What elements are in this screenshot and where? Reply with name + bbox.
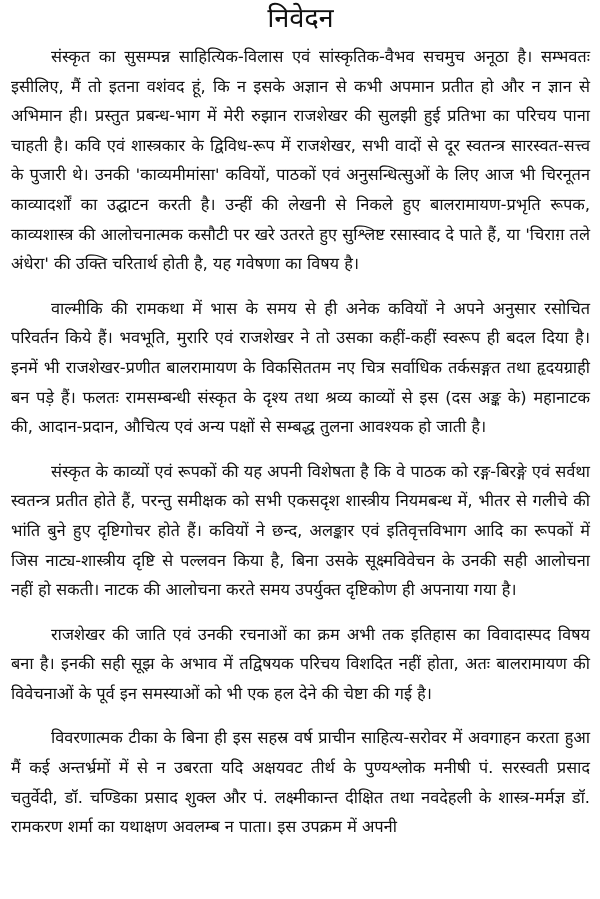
page-title: निवेदन (267, 3, 334, 34)
paragraph-3: संस्कृत के काव्यों एवं रूपकों की यह अपनी विशेषता है कि वे पाठक को रङ्ग-बिरङ्गे एवं सर्वथा स्वतन्त्र प्रतीत होते हैं, परन्तु समीक्षक को सभी एकसदृश शास्त्रीय नियमबन्ध में, भीतर से गलीचे की भांति बुने हुए दृष्टिगोचर होते हैं। कवियों ने छन्द, अलङ्कार एवं इतिवृत्तविभाग आदि का रूपकों में जिस नाट्य-शास्त्रीय दृष्टि से पल्लवन किया है, बिना उसके सूक्ष्मविवेचन के उनकी सही आलोचना नहीं हो सकती। नाटक की आलोचना करते समय उपर्युक्त दृष्टिकोण ही अपनाया गया है। (11, 461, 590, 600)
paragraph-1: संस्कृत का सुसम्पन्न साहित्यिक-विलास एवं सांस्कृतिक-वैभव सचमुच अनूठा है। सम्भवतः इसीलिए, मैं तो इतना वशंवद हूं, कि न इसके अज्ञान से कभी अपमान प्रतीत हो और न ज्ञान से अभिमान ही। प्रस्तुत प्रबन्ध-भाग में मेरी रुझान राजशेखर की सुलझी हुई प्रतिभा का परिचय पाना चाहती है। कवि एवं शास्त्रकार के द्विविध-रूप में राजशेखर, सभी वादों से दूर स्वतन्त्र सारस्वत-सत्त्व के पुजारी थे। उनकी 'काव्यमीमांसा' कवियों, पाठकों एवं अनुसन्धित्सुओं के लिए आज भी चिरनूतन काव्यादर्शों का उद्घाटन करती है। उन्हीं की लेखनी से निकले हुए बालरामायण-प्रभृति रूपक, काव्यशास्त्र की आलोचनात्मक कसौटी पर खरे उतरते हुए सुश्लिष्ट रसास्वाद दे पाते हैं, या 'चिराग़ तले अंधेरा' की उक्ति चरितार्थ होती है, यह गवेषणा का विषय है। (11, 47, 590, 274)
paragraph-4: राजशेखर की जाति एवं उनकी रचनाओं का क्रम अभी तक इतिहास का विवादास्पद विषय बना है। इनकी सही सूझ के अभाव में तद्विषयक परिचय विशदित नहीं होता, अतः बालरामायण की विवेचनाओं के पूर्व इन समस्याओं को भी एक हल देने की चेष्टा की गई है। (11, 624, 590, 703)
paragraph-2: वाल्मीकि की रामकथा में भास के समय से ही अनेक कवियों ने अपने अनुसार रसोचित परिवर्तन किये हैं। भवभूति, मुरारि एवं राजशेखर ने तो उसका कहीं-कहीं स्वरूप ही बदल दिया है। इनमें भी राजशेखर-प्रणीत बालरामायण के विकसिततम नए चित्र सर्वाधिक तर्कसङ्गत तथा हृदयग्राही बन पड़े हैं। फलतः रामसम्बन्धी संस्कृत के दृश्य तथा श्रव्य काव्यों से इस (दस अङ्क के) महानाटक की, आदान-प्रदान, औचित्य एवं अन्य पक्षों से सम्बद्ध तुलना आवश्यक हो जाती है। (11, 298, 590, 437)
document-page (0, 2, 600, 899)
paragraph-5: विवरणात्मक टीका के बिना ही इस सहस्र वर्ष प्राचीन साहित्य-सरोवर में अवगाहन करता हुआ मैं कई अन्तर्भ्रमों में से न उबरता यदि अक्षयवट तीर्थ के पुण्यश्लोक मनीषी पं. सरस्वती प्रसाद चतुर्वेदी, डॉ. चण्डिका प्रसाद शुक्ल और पं. लक्ष्मीकान्त दीक्षित तथा नवदेहली के शास्त्र-मर्मज्ञ डॉ. रामकरण शर्मा का यथाक्षण अवलम्ब न पाता। इस उपक्रम में अपनी (11, 728, 590, 837)
